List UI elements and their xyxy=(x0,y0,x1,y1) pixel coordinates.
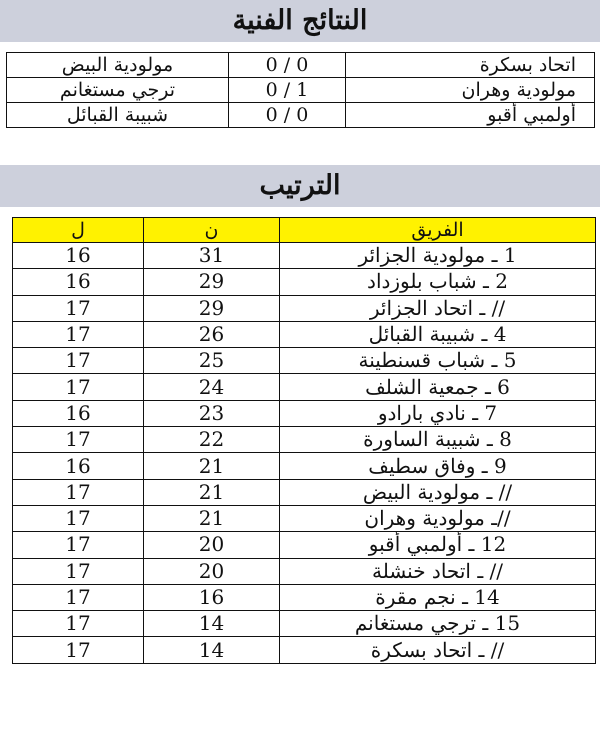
results-table xyxy=(6,52,595,128)
standings-row xyxy=(13,400,596,426)
away-team: مولودية البيض xyxy=(7,53,229,78)
team-points: 14 xyxy=(144,611,280,637)
header-team: الفريق xyxy=(280,218,596,243)
team-points: 26 xyxy=(144,321,280,347)
team-points: 20 xyxy=(144,558,280,584)
standings-row xyxy=(13,243,596,269)
standings-title: الترتيب xyxy=(0,165,600,207)
standings-table xyxy=(12,217,596,664)
standings-row xyxy=(13,479,596,505)
team-points: 22 xyxy=(144,427,280,453)
team-name: // ـ مولودية البيض xyxy=(280,479,596,505)
team-name: 14 ـ نجم مقرة xyxy=(280,584,596,610)
standings-row xyxy=(13,374,596,400)
team-points: 21 xyxy=(144,479,280,505)
team-name: 9 ـ وفاق سطيف xyxy=(280,453,596,479)
home-team: أولمبي أقبو xyxy=(346,103,595,128)
games-played: 17 xyxy=(13,532,144,558)
team-points: 24 xyxy=(144,374,280,400)
games-played: 17 xyxy=(13,295,144,321)
games-played: 17 xyxy=(13,479,144,505)
team-name: // ـ اتحاد خنشلة xyxy=(280,558,596,584)
team-points: 21 xyxy=(144,453,280,479)
games-played: 16 xyxy=(13,243,144,269)
games-played: 17 xyxy=(13,505,144,531)
standings-row xyxy=(13,321,596,347)
results-title: النتائج الفنية xyxy=(0,0,600,42)
team-name: 1 ـ مولودية الجزائر xyxy=(280,243,596,269)
games-played: 17 xyxy=(13,348,144,374)
team-points: 31 xyxy=(144,243,280,269)
standings-row xyxy=(13,295,596,321)
header-played: ل xyxy=(13,218,144,243)
standings-row xyxy=(13,269,596,295)
match-row xyxy=(7,53,595,78)
away-team: ترجي مستغانم xyxy=(7,78,229,103)
games-played: 17 xyxy=(13,637,144,663)
team-name: 5 ـ شباب قسنطينة xyxy=(280,348,596,374)
standings-row xyxy=(13,453,596,479)
games-played: 17 xyxy=(13,321,144,347)
standings-row xyxy=(13,584,596,610)
team-points: 14 xyxy=(144,637,280,663)
standings-row xyxy=(13,427,596,453)
team-name: 2 ـ شباب بلوزداد xyxy=(280,269,596,295)
header-points: ن xyxy=(144,218,280,243)
standings-row xyxy=(13,637,596,663)
games-played: 16 xyxy=(13,400,144,426)
games-played: 17 xyxy=(13,611,144,637)
match-row xyxy=(7,78,595,103)
team-name: 8 ـ شبيبة الساورة xyxy=(280,427,596,453)
match-row xyxy=(7,103,595,128)
team-points: 16 xyxy=(144,584,280,610)
standings-row xyxy=(13,532,596,558)
team-points: 29 xyxy=(144,269,280,295)
standings-row xyxy=(13,558,596,584)
team-name: 6 ـ جمعية الشلف xyxy=(280,374,596,400)
team-points: 23 xyxy=(144,400,280,426)
team-points: 21 xyxy=(144,505,280,531)
standings-row xyxy=(13,505,596,531)
team-name: // ـ اتحاد الجزائر xyxy=(280,295,596,321)
games-played: 17 xyxy=(13,558,144,584)
standings-row xyxy=(13,348,596,374)
away-team: شبيبة القبائل xyxy=(7,103,229,128)
match-score: 0 / 1 xyxy=(229,78,346,103)
team-name: 4 ـ شبيبة القبائل xyxy=(280,321,596,347)
match-score: 0 / 0 xyxy=(229,53,346,78)
team-name: //ـ مولودية وهران xyxy=(280,505,596,531)
standings-row xyxy=(13,611,596,637)
team-name: 15 ـ ترجي مستغانم xyxy=(280,611,596,637)
home-team: مولودية وهران xyxy=(346,78,595,103)
games-played: 16 xyxy=(13,453,144,479)
team-name: 7 ـ نادي بارادو xyxy=(280,400,596,426)
games-played: 17 xyxy=(13,427,144,453)
standings-header-row xyxy=(13,218,596,243)
games-played: 17 xyxy=(13,584,144,610)
team-points: 29 xyxy=(144,295,280,321)
team-points: 25 xyxy=(144,348,280,374)
team-name: 12 ـ أولمبي أقبو xyxy=(280,532,596,558)
games-played: 17 xyxy=(13,374,144,400)
team-name: // ـ اتحاد بسكرة xyxy=(280,637,596,663)
team-points: 20 xyxy=(144,532,280,558)
match-score: 0 / 0 xyxy=(229,103,346,128)
home-team: اتحاد بسكرة xyxy=(346,53,595,78)
games-played: 16 xyxy=(13,269,144,295)
